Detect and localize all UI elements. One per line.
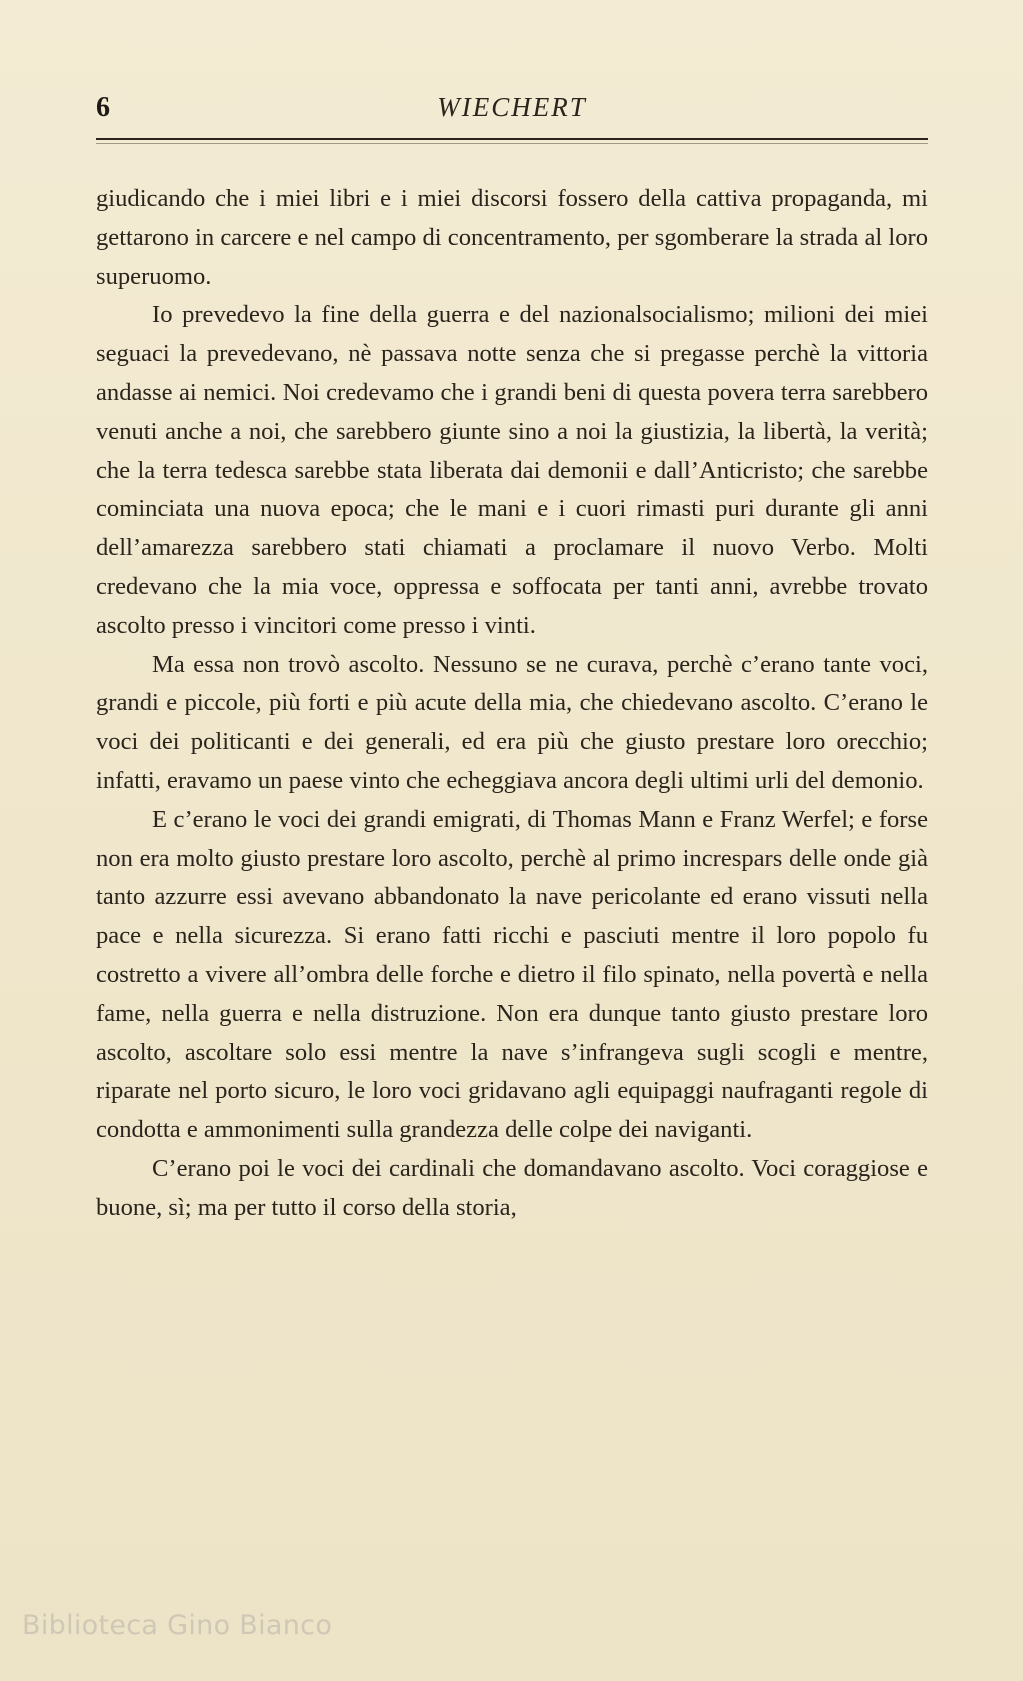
page-number: 6: [96, 92, 110, 123]
header-rule-thin: [96, 143, 928, 144]
paragraph-1: giudicando che i miei libri e i miei discorsi fossero della cattiva propaganda, mi gettarono in carcere e nel campo di concentramento, per sgomberare la strada al loro superuomo.: [96, 185, 928, 290]
running-head: [96, 90, 928, 130]
paragraph-2: Io prevedevo la fine della guerra e del nazionalsocialismo; milioni dei miei seguaci la prevedevano, nè passava notte senza che si pregasse perchè la vittoria andasse ai nemici. Noi credevamo che i grandi beni di questa povera terra sarebbero venuti anche a noi, che sarebbero giunte sino a noi la giustizia, la libertà, la verità; che la terra tedesca sarebbe stata liberata dai demonii e dall’Anticristo; che sarebbe cominciata una nuova epoca; che le mani e i cuori rimasti puri durante gli anni dell’amarezza sarebbero stati chiamati a proclamare il nuovo Verbo. Molti credevano che la mia voce, oppressa e soffocata per tanti anni, avrebbe trovato ascolto presso i vincitori come presso i vinti.: [96, 301, 928, 639]
paragraph-5: C’erano poi le voci dei cardinali che domandavano ascolto. Voci coraggiose e buone, sì; ma per tutto il corso della storia,: [96, 1154, 928, 1221]
library-watermark: Biblioteca Gino Bianco: [22, 1610, 333, 1641]
paragraph-4: E c’erano le voci dei grandi emigrati, di Thomas Mann e Franz Werfel; e forse non era molto giusto prestare loro ascolto, perchè al primo increspars delle onde già tanto azzurre essi avevano abbandonato la nave pericolante ed erano vissuti nella pace e nella sicurezza. Si erano fatti ricchi e pasciuti mentre il loro popolo fu costretto a vivere all’ombra delle forche e dietro il filo spinato, nella povertà e nella fame, nella guerra e nella distruzione. Non era dunque tanto giusto prestare loro ascolto, ascoltare solo essi mentre la nave s’infrangeva sugli scogli e mentre, riparate nel porto sicuro, le loro voci gridavano agli equipaggi naufraganti regole di condotta e ammonimenti sulla grandezza delle colpe dei naviganti.: [96, 805, 928, 1144]
paragraph-3: Ma essa non trovò ascolto. Nessuno se ne curava, perchè c’erano tante voci, grandi e piccole, più forti e più acute della mia, che chiedevano ascolto. C’erano le voci dei politicanti e dei generali, ed era più che giusto prestare loro orecchio; infatti, eravamo un paese vinto che echeggiava ancora degli ultimi urli del demonio.: [96, 650, 928, 794]
body-text: [96, 180, 928, 1228]
running-title: WIECHERT: [437, 92, 587, 122]
header-rule: [96, 138, 928, 140]
